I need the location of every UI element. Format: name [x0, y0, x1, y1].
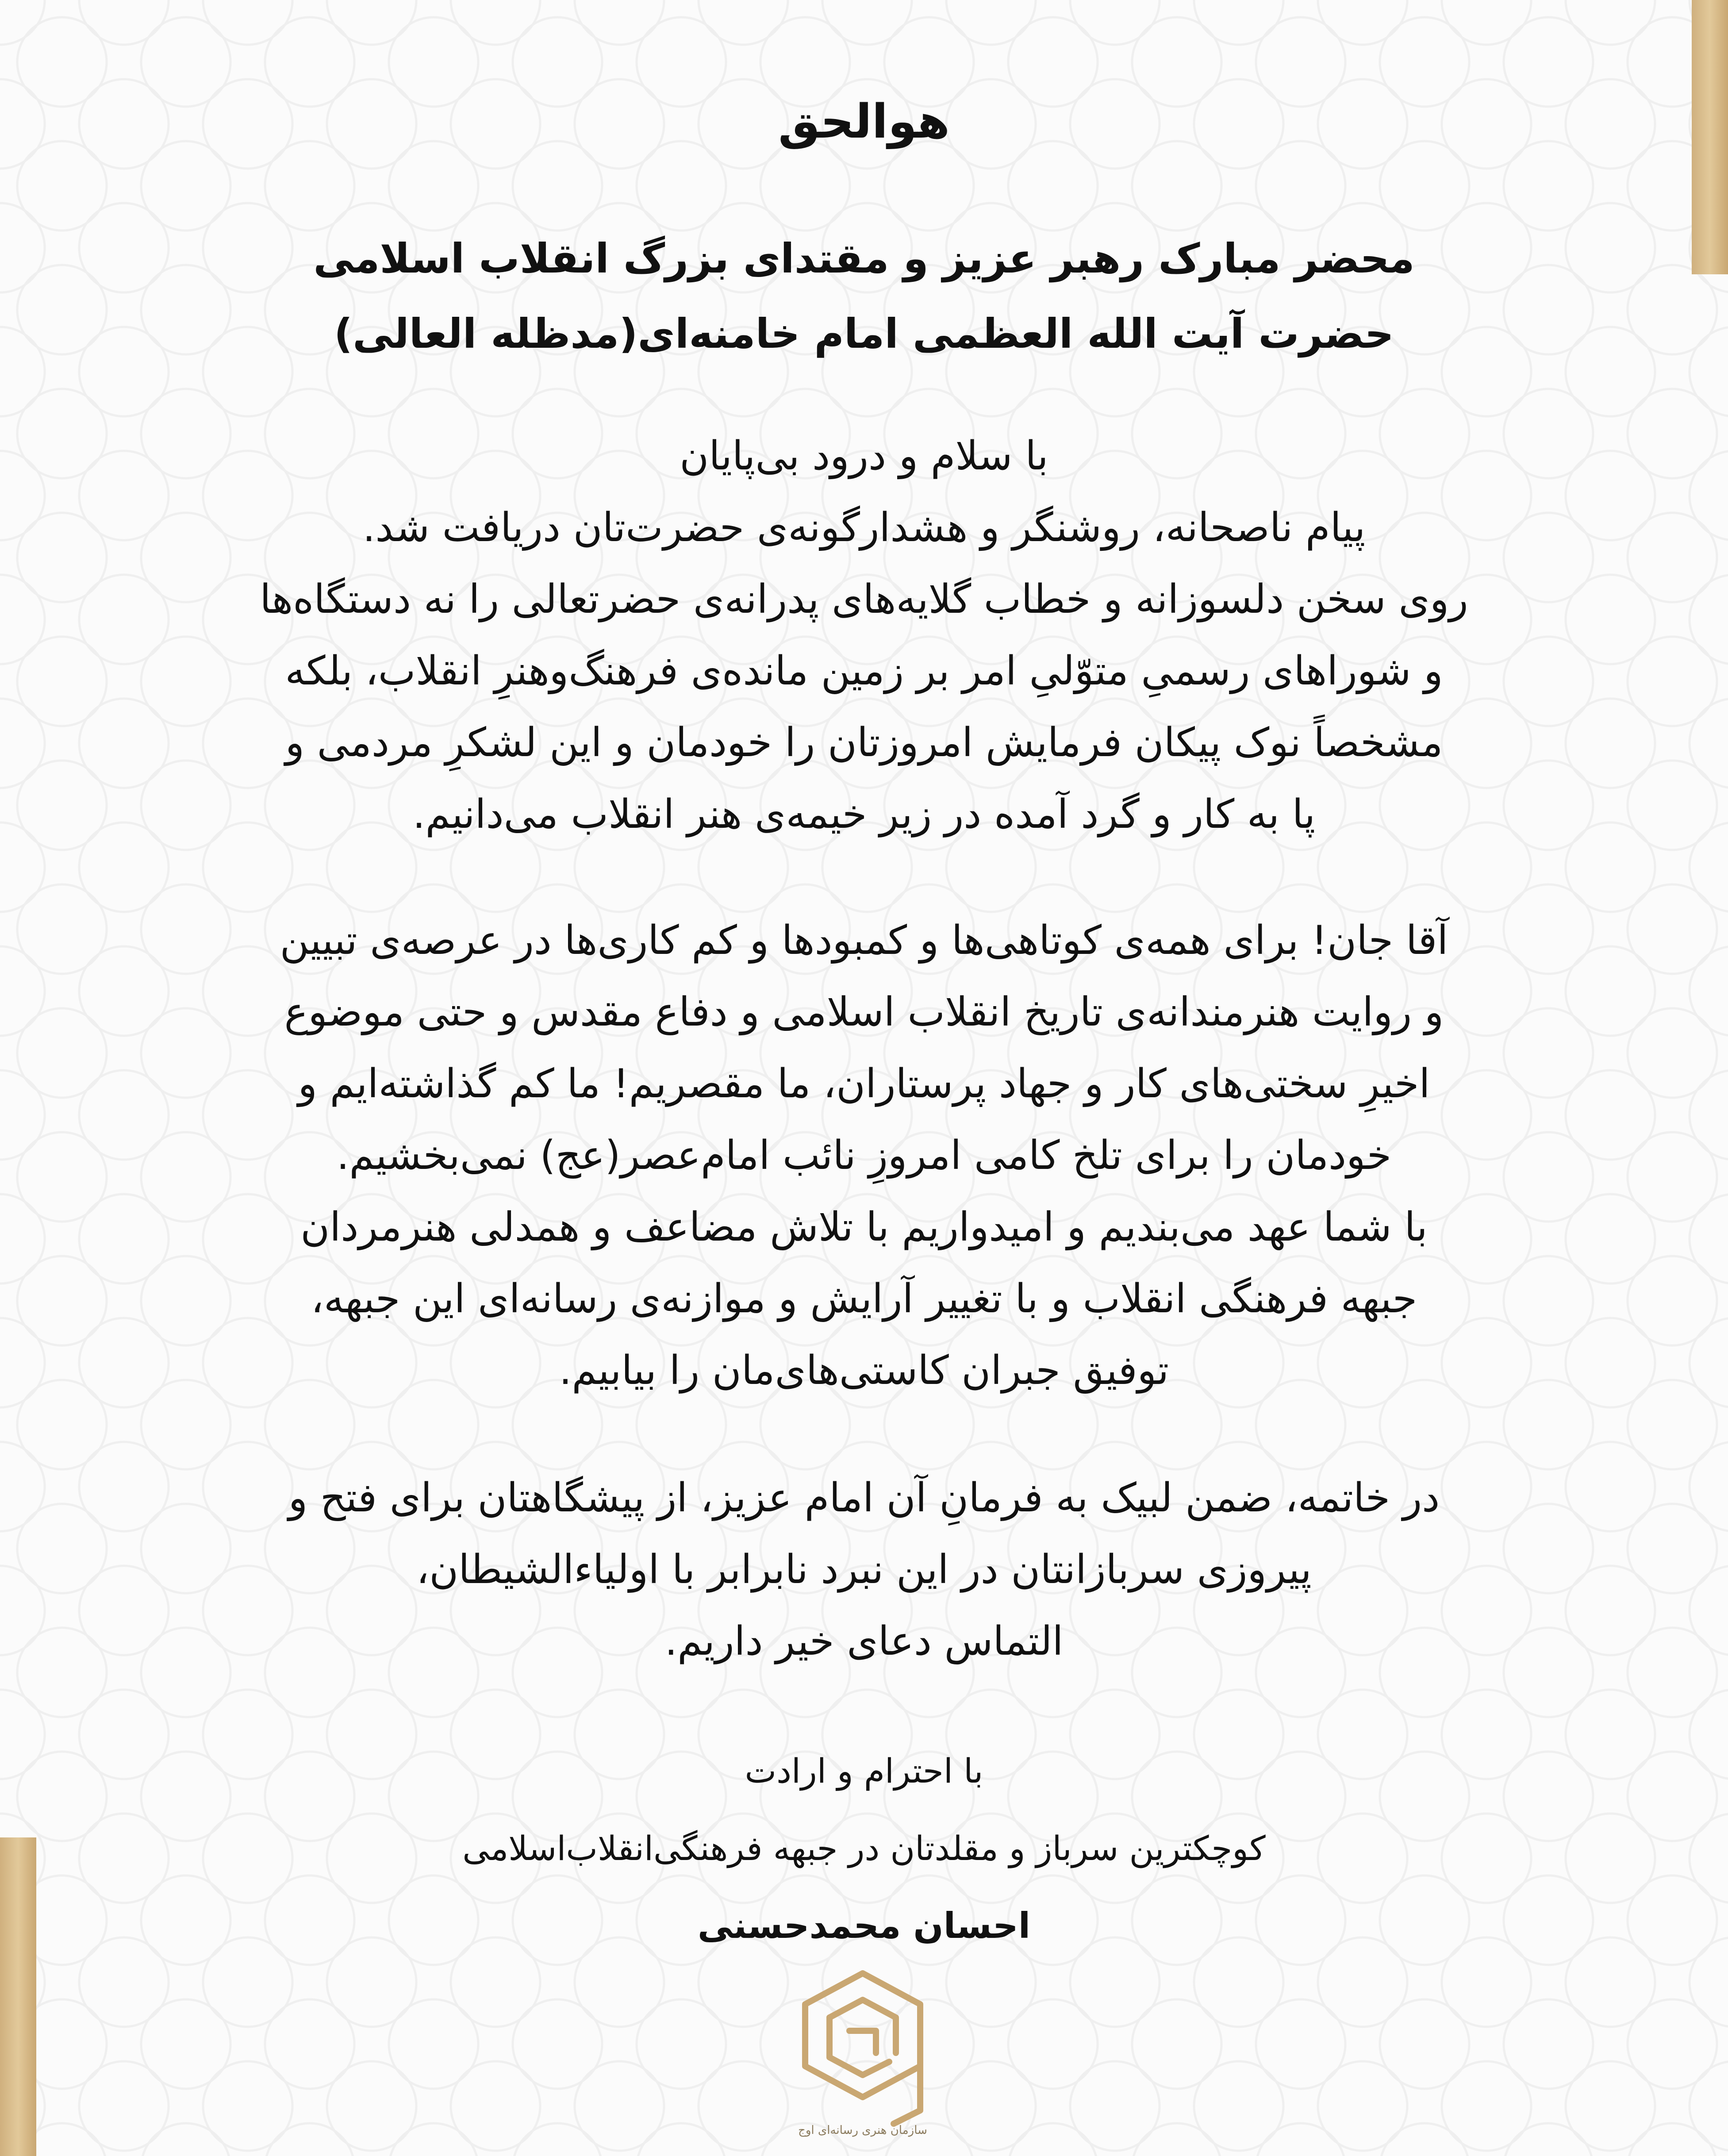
paragraph-line: روی سخن دلسوزانه و خطاب گلایه‌های پدرانه‌ی حضرتعالی را نه دستگاه‌ها: [260, 576, 1468, 623]
paragraph-conclusion: [133, 1462, 1595, 1677]
paragraph-line: مشخصاً نوک پیکان فرمایش امروزتان را خودمان و این لشکرِ مردمی و: [285, 719, 1443, 766]
paragraph-line: در خاتمه، ضمن لبیک به فرمانِ آن امام عزیز، از پیشگاهتان برای فتح و: [288, 1475, 1440, 1521]
paragraph-line: با شما عهد می‌بندیم و امیدواریم با تلاش مضاعف و همدلی هنرمردان: [300, 1204, 1428, 1250]
letter-heading: هوالحق: [778, 94, 950, 149]
paragraph-line: التماس دعای خیر داریم.: [664, 1618, 1064, 1664]
gold-accent-bar-top: [1692, 0, 1728, 274]
paragraph-line: با سلام و درود بی‌پایان: [680, 433, 1048, 479]
paragraph-line: آقا جان! برای همه‌ی کوتاهی‌ها و کمبودها و کم کاری‌ها در عرصه‌ی تبیین: [280, 917, 1448, 964]
paragraph-line: پیام ناصحانه، روشنگر و هشدارگونه‌ی حضرت‌تان دریافت شد.: [362, 504, 1366, 551]
closing-title: کوچکترین سرباز و مقلدتان در جبهه فرهنگی‌انقلاب‌اسلامی: [462, 1829, 1266, 1868]
paragraph-line: پیروزی سربازانتان در این نبرد نابرابر با اولیاءالشیطان،: [416, 1546, 1312, 1593]
paragraph-greeting: [133, 420, 1595, 850]
paragraph-line: جبهه فرهنگی انقلاب و با تغییر آرایش و موازنه‌ی رسانه‌ای این جبهه،: [311, 1276, 1417, 1322]
paragraph-line: خودمان را برای تلخ کامی امروزِ نائب امام‌عصر(عج) نمی‌بخشیم.: [336, 1132, 1392, 1179]
paragraph-line: اخیرِ سختی‌های کار و جهاد پرستاران، ما مقصریم! ما کم گذاشته‌ایم و: [298, 1061, 1430, 1107]
addressee-line: حضرت آیت الله العظمی امام خامنه‌ای(مدظله العالی): [334, 310, 1394, 357]
gold-accent-bar-bottom: [0, 1837, 36, 2156]
addressee-line: محضر مبارک رهبر عزیز و مقتدای بزرگ انقلاب اسلامی: [313, 235, 1415, 282]
paragraph-apology: [133, 905, 1595, 1407]
paragraph-line: و شوراهای رسمیِ متوّلیِ امر بر زمین مانده‌ی فرهنگ‌وهنرِ انقلاب، بلکه: [285, 648, 1443, 694]
signer-name: احسان محمدحسنی: [697, 1905, 1031, 1946]
logo-caption: سازمان هنری رسانه‌ای اوج: [798, 2124, 927, 2137]
paragraph-line: توفیق جبران کاستی‌های‌مان را بیابیم.: [559, 1347, 1169, 1394]
paragraph-line: و روایت هنرمندانه‌ی تاریخ انقلاب اسلامی و دفاع مقدس و حتی موضوع: [284, 989, 1444, 1035]
letter: [133, 0, 1595, 2156]
paragraph-line: پا به کار و گرد آمده در زیر خیمه‌ی هنر انقلاب می‌دانیم.: [412, 791, 1316, 838]
closing-regards: با احترام و ارادت: [745, 1751, 983, 1791]
addressee-block: [133, 221, 1595, 372]
closing-signature-block: [133, 1732, 1595, 1964]
organization-logo-icon: [787, 1964, 938, 2141]
